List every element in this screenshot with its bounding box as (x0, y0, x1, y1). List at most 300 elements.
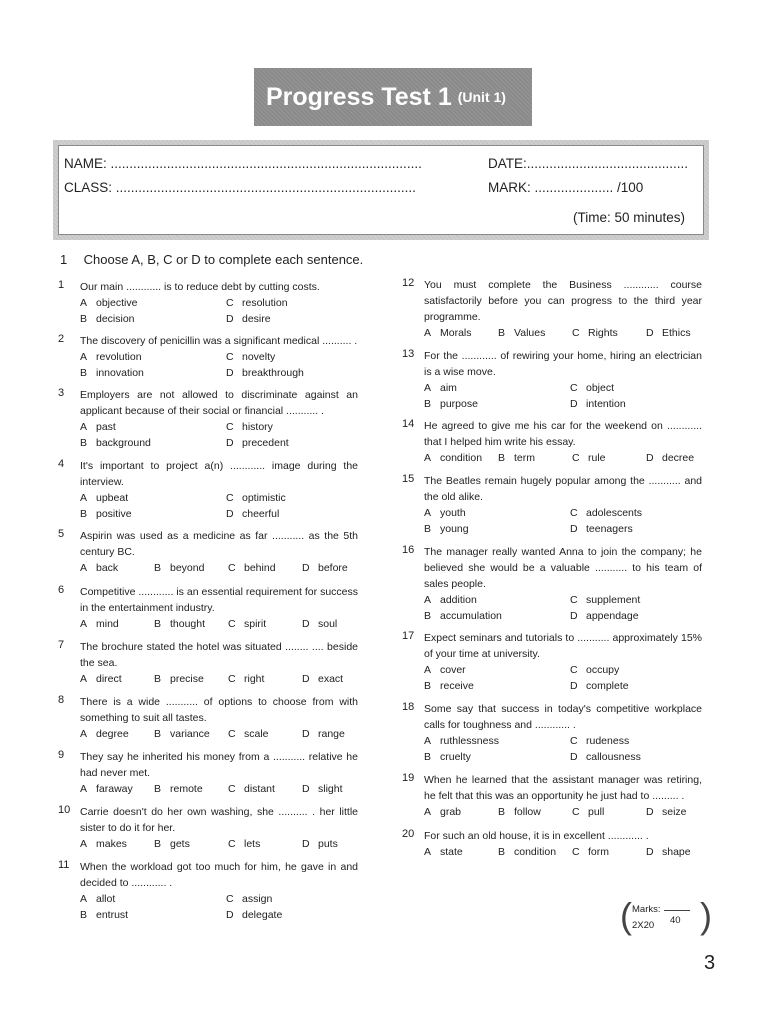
answer-option-a (80, 560, 154, 576)
question-number: 14 (402, 418, 415, 430)
answer-option-c (228, 726, 302, 742)
answer-option-d (570, 521, 716, 537)
option-letter: A (424, 327, 432, 339)
answer-option-d (570, 749, 716, 765)
marks-left-paren: ( (620, 895, 632, 936)
question-6 (58, 584, 358, 632)
marks-total: 40 (670, 915, 681, 926)
option-letter: D (646, 846, 654, 858)
option-text: ruthlessness (440, 735, 499, 747)
question-19 (402, 772, 702, 820)
option-letter: D (570, 751, 578, 763)
option-letter: D (570, 523, 578, 535)
answer-option-a (80, 419, 226, 435)
answer-option-c (228, 781, 302, 797)
answer-options (80, 349, 358, 381)
option-text: objective (96, 297, 138, 309)
answer-option-a (80, 726, 154, 742)
question-number: 17 (402, 630, 415, 642)
option-letter: B (498, 846, 506, 858)
option-letter: C (570, 507, 578, 519)
marks-box (620, 895, 712, 938)
mark-field: MARK: ..................... /100 (488, 180, 644, 195)
question-text: Some say that success in today's competitive workplace calls for toughness and ............ . (424, 703, 702, 731)
answer-option-b (498, 804, 572, 820)
option-letter: D (570, 398, 578, 410)
option-letter: B (424, 680, 432, 692)
answer-option-b (498, 844, 572, 860)
answer-option-b (498, 450, 572, 466)
option-letter: D (302, 728, 310, 740)
option-text: Values (514, 327, 546, 339)
option-text: optimistic (242, 492, 286, 504)
option-letter: B (154, 838, 162, 850)
answer-options (424, 662, 702, 694)
answer-option-a (424, 804, 498, 820)
option-letter: C (572, 452, 580, 464)
option-letter: C (572, 327, 580, 339)
answer-option-d (570, 396, 716, 412)
answer-option-b (424, 749, 570, 765)
answer-option-d (302, 726, 376, 742)
answer-option-d (646, 804, 720, 820)
unit-label: (Unit 1) (457, 89, 506, 105)
answer-option-c (226, 295, 372, 311)
answer-options (424, 733, 702, 765)
class-field: CLASS: ................................................................................ (64, 180, 416, 195)
answer-option-a (424, 450, 498, 466)
date-field: DATE:........................................... (488, 156, 689, 171)
answer-option-b (154, 671, 228, 687)
option-text: entrust (96, 909, 129, 921)
question-number: 8 (58, 694, 65, 706)
option-text: shape (662, 846, 691, 858)
answer-option-c (570, 505, 716, 521)
question-4 (58, 458, 358, 522)
instruction-text: Choose A, B, C or D to complete each sentence. (83, 252, 364, 267)
option-text: degree (96, 728, 129, 740)
answer-option-a (424, 592, 570, 608)
answer-option-d (226, 365, 372, 381)
answer-option-d (226, 311, 372, 327)
answer-option-d (302, 560, 376, 576)
answer-option-c (226, 349, 372, 365)
option-text: teenagers (586, 523, 633, 535)
option-text: young (440, 523, 469, 535)
answer-option-b (154, 560, 228, 576)
question-text: The brochure stated the hotel was situated ........ .... beside the sea. (80, 641, 358, 669)
answer-option-a (424, 380, 570, 396)
option-letter: C (570, 594, 578, 606)
question-number: 4 (58, 458, 65, 470)
answer-options (424, 325, 702, 341)
section-instruction (60, 252, 363, 267)
marks-multiplier: 2X20 (632, 920, 655, 931)
option-letter: A (424, 806, 432, 818)
marks-divider (664, 910, 690, 911)
option-text: pull (588, 806, 605, 818)
option-text: Rights (588, 327, 618, 339)
answer-option-a (424, 505, 570, 521)
question-number: 9 (58, 749, 65, 761)
option-text: exact (318, 673, 344, 685)
option-letter: B (154, 783, 162, 795)
answer-option-b (498, 325, 572, 341)
option-letter: C (572, 846, 580, 858)
question-text: The discovery of penicillin was a significant medical .......... . (80, 335, 358, 347)
question-10 (58, 804, 358, 852)
answer-option-c (226, 419, 372, 435)
option-text: resolution (242, 297, 288, 309)
answer-option-c (570, 592, 716, 608)
question-text: When the workload got too much for him, he gave in and decided to ............ . (80, 861, 358, 889)
answer-option-d (646, 450, 720, 466)
option-text: past (96, 421, 116, 433)
question-number: 20 (402, 828, 415, 840)
answer-options (80, 616, 358, 632)
answer-option-a (424, 325, 498, 341)
answer-option-c (226, 891, 372, 907)
option-letter: B (424, 610, 432, 622)
option-letter: D (226, 367, 234, 379)
option-text: direct (96, 673, 122, 685)
option-letter: D (302, 618, 310, 630)
question-9 (58, 749, 358, 797)
section-number: 1 (60, 252, 68, 267)
option-letter: B (80, 313, 88, 325)
question-text: They say he inherited his money from a ........... relative he had never met. (80, 751, 358, 779)
option-letter: A (80, 838, 88, 850)
option-text: allot (96, 893, 116, 905)
answer-option-d (226, 506, 372, 522)
answer-options (80, 295, 358, 327)
option-letter: D (226, 437, 234, 449)
question-text: For such an old house, it is in excellent ............ . (424, 830, 649, 842)
question-text: It's important to project a(n) ............ image during the interview. (80, 460, 358, 488)
option-letter: B (498, 327, 506, 339)
option-text: complete (586, 680, 629, 692)
option-letter: B (154, 673, 162, 685)
question-3 (58, 387, 358, 451)
option-text: positive (96, 508, 132, 520)
answer-option-d (570, 608, 716, 624)
option-text: makes (96, 838, 127, 850)
answer-options (80, 490, 358, 522)
option-text: soul (318, 618, 338, 630)
option-letter: B (80, 909, 88, 921)
question-11 (58, 859, 358, 923)
option-letter: D (646, 327, 654, 339)
option-text: faraway (96, 783, 133, 795)
answer-option-a (80, 836, 154, 852)
option-text: accumulation (440, 610, 502, 622)
question-number: 15 (402, 473, 415, 485)
option-letter: A (424, 452, 432, 464)
answer-option-b (154, 836, 228, 852)
option-letter: A (80, 783, 88, 795)
option-letter: B (154, 618, 162, 630)
option-text: history (242, 421, 273, 433)
question-text: Competitive ............ is an essential requirement for success in the entertainment industry. (80, 586, 358, 614)
answer-option-c (228, 671, 302, 687)
option-text: precise (170, 673, 204, 685)
answer-option-a (80, 490, 226, 506)
question-text: Expect seminars and tutorials to ........... approximately 15% of your time at university. (424, 632, 702, 660)
answer-option-a (424, 733, 570, 749)
option-text: upbeat (96, 492, 129, 504)
option-letter: A (80, 562, 88, 574)
option-text: seize (662, 806, 687, 818)
answer-option-b (424, 608, 570, 624)
answer-options (80, 671, 358, 687)
answer-option-c (570, 662, 716, 678)
question-number: 19 (402, 772, 415, 784)
answer-option-c (570, 733, 716, 749)
option-text: condition (440, 452, 483, 464)
question-text: Aspirin was used as a medicine as far ........... as the 5th century BC. (80, 530, 358, 558)
answer-option-c (226, 490, 372, 506)
answer-option-a (80, 616, 154, 632)
option-text: distant (244, 783, 275, 795)
option-letter: A (424, 664, 432, 676)
option-text: beyond (170, 562, 205, 574)
answer-option-c (572, 844, 646, 860)
marks-label: Marks: (632, 904, 661, 915)
option-letter: A (424, 507, 432, 519)
question-number: 12 (402, 277, 415, 289)
answer-option-c (572, 450, 646, 466)
option-text: occupy (586, 664, 620, 676)
option-text: background (96, 437, 151, 449)
answer-option-d (302, 836, 376, 852)
answer-option-c (228, 616, 302, 632)
option-letter: D (302, 673, 310, 685)
option-letter: A (424, 735, 432, 747)
option-letter: A (424, 594, 432, 606)
page-number: 3 (704, 952, 716, 974)
option-letter: C (570, 382, 578, 394)
option-letter: A (424, 846, 432, 858)
answer-option-c (228, 560, 302, 576)
option-letter: C (226, 492, 234, 504)
question-5 (58, 528, 358, 576)
option-letter: A (80, 492, 88, 504)
option-text: rudeness (586, 735, 630, 747)
answer-options (80, 726, 358, 742)
option-letter: C (228, 673, 236, 685)
question-text: You must complete the Business ............ course satisfactorily before you can progress to the third year programme. (424, 279, 702, 323)
option-text: Ethics (662, 327, 691, 339)
answer-option-b (80, 506, 226, 522)
answer-option-a (424, 844, 498, 860)
answer-options (424, 804, 702, 820)
option-letter: D (570, 610, 578, 622)
option-text: rule (588, 452, 606, 464)
option-text: back (96, 562, 119, 574)
option-letter: B (80, 437, 88, 449)
question-number: 6 (58, 584, 65, 596)
option-text: cheerful (242, 508, 280, 520)
option-text: innovation (96, 367, 144, 379)
option-text: adolescents (586, 507, 643, 519)
option-text: breakthrough (242, 367, 304, 379)
option-text: callousness (586, 751, 641, 763)
option-text: Morals (440, 327, 472, 339)
option-text: follow (514, 806, 541, 818)
question-1 (58, 279, 358, 327)
question-number: 5 (58, 528, 65, 540)
answer-option-a (80, 781, 154, 797)
question-2 (58, 333, 358, 381)
option-letter: C (228, 618, 236, 630)
option-letter: B (424, 398, 432, 410)
answer-option-b (80, 435, 226, 451)
option-text: aim (440, 382, 457, 394)
answer-options (424, 380, 702, 412)
answer-option-c (572, 804, 646, 820)
option-letter: C (228, 838, 236, 850)
answer-option-c (570, 380, 716, 396)
option-letter: D (302, 562, 310, 574)
option-letter: B (80, 508, 88, 520)
option-letter: C (226, 297, 234, 309)
option-text: form (588, 846, 609, 858)
answer-options (80, 836, 358, 852)
answer-option-a (80, 671, 154, 687)
question-number: 10 (58, 804, 71, 816)
name-field: NAME: ................................................................................... (64, 156, 422, 171)
option-letter: A (80, 893, 88, 905)
option-letter: C (572, 806, 580, 818)
option-letter: C (226, 351, 234, 363)
question-number: 2 (58, 333, 65, 345)
question-15 (402, 473, 702, 537)
answer-options (424, 592, 702, 624)
option-letter: D (646, 452, 654, 464)
option-letter: C (570, 735, 578, 747)
title-banner (254, 68, 532, 126)
option-text: decision (96, 313, 135, 325)
option-text: condition (514, 846, 557, 858)
option-text: slight (318, 783, 343, 795)
option-letter: C (228, 562, 236, 574)
answer-option-b (154, 781, 228, 797)
option-letter: A (80, 618, 88, 630)
option-text: range (318, 728, 345, 740)
option-text: behind (244, 562, 276, 574)
question-18 (402, 701, 702, 765)
option-text: state (440, 846, 463, 858)
option-text: novelty (242, 351, 276, 363)
option-text: object (586, 382, 615, 394)
marks-right-paren: ) (700, 895, 712, 936)
option-letter: A (80, 673, 88, 685)
option-letter: D (226, 313, 234, 325)
option-text: purpose (440, 398, 478, 410)
page-title: Progress Test 1 (266, 82, 452, 111)
answer-option-b (80, 311, 226, 327)
option-text: thought (170, 618, 206, 630)
answer-option-b (424, 678, 570, 694)
option-letter: C (226, 893, 234, 905)
option-letter: C (226, 421, 234, 433)
answer-option-d (570, 678, 716, 694)
student-info-panel (58, 145, 704, 235)
option-text: supplement (586, 594, 641, 606)
question-text: Carrie doesn't do her own washing, she .......... . her little sister to do it for her. (80, 806, 358, 834)
option-text: mind (96, 618, 119, 630)
option-text: puts (318, 838, 338, 850)
question-text: The manager really wanted Anna to join the company; he believed she would be a valuable ........... to his team of sales people. (424, 546, 702, 590)
question-number: 18 (402, 701, 415, 713)
question-text: For the ............ of rewiring your home, hiring an electrician is a wise move. (424, 350, 702, 378)
answer-option-d (302, 671, 376, 687)
question-7 (58, 639, 358, 687)
answer-options (424, 450, 702, 466)
answer-options (80, 781, 358, 797)
question-16 (402, 544, 702, 624)
option-letter: B (80, 367, 88, 379)
option-letter: A (424, 382, 432, 394)
option-text: gets (170, 838, 190, 850)
answer-option-d (302, 616, 376, 632)
answer-option-b (424, 521, 570, 537)
answer-option-a (80, 349, 226, 365)
option-text: right (244, 673, 265, 685)
answer-option-d (226, 907, 372, 923)
question-number: 11 (58, 859, 70, 871)
option-text: term (514, 452, 535, 464)
option-letter: C (228, 783, 236, 795)
answer-option-a (424, 662, 570, 678)
option-letter: B (424, 523, 432, 535)
option-text: before (318, 562, 348, 574)
option-letter: D (570, 680, 578, 692)
question-20 (402, 828, 702, 860)
option-letter: D (302, 838, 310, 850)
option-letter: B (154, 562, 162, 574)
option-letter: B (154, 728, 162, 740)
question-number: 1 (58, 279, 65, 291)
option-text: receive (440, 680, 474, 692)
answer-option-c (572, 325, 646, 341)
option-text: grab (440, 806, 462, 818)
option-text: decree (662, 452, 695, 464)
question-text: He agreed to give me his car for the weekend on ............ that I helped him write his essay. (424, 420, 702, 448)
question-13 (402, 348, 702, 412)
option-letter: D (226, 508, 234, 520)
option-letter: B (498, 806, 506, 818)
option-text: variance (170, 728, 210, 740)
answer-option-d (646, 844, 720, 860)
option-letter: C (570, 664, 578, 676)
answer-options (80, 891, 358, 923)
question-text: Our main ............ is to reduce debt by cutting costs. (80, 281, 320, 293)
option-letter: D (646, 806, 654, 818)
option-text: cover (440, 664, 466, 676)
answer-options (80, 419, 358, 451)
question-17 (402, 630, 702, 694)
option-text: intention (586, 398, 626, 410)
question-8 (58, 694, 358, 742)
option-letter: A (80, 728, 88, 740)
question-14 (402, 418, 702, 466)
question-number: 7 (58, 639, 65, 651)
answer-option-c (228, 836, 302, 852)
answer-option-d (302, 781, 376, 797)
answer-option-b (424, 396, 570, 412)
answer-option-d (226, 435, 372, 451)
